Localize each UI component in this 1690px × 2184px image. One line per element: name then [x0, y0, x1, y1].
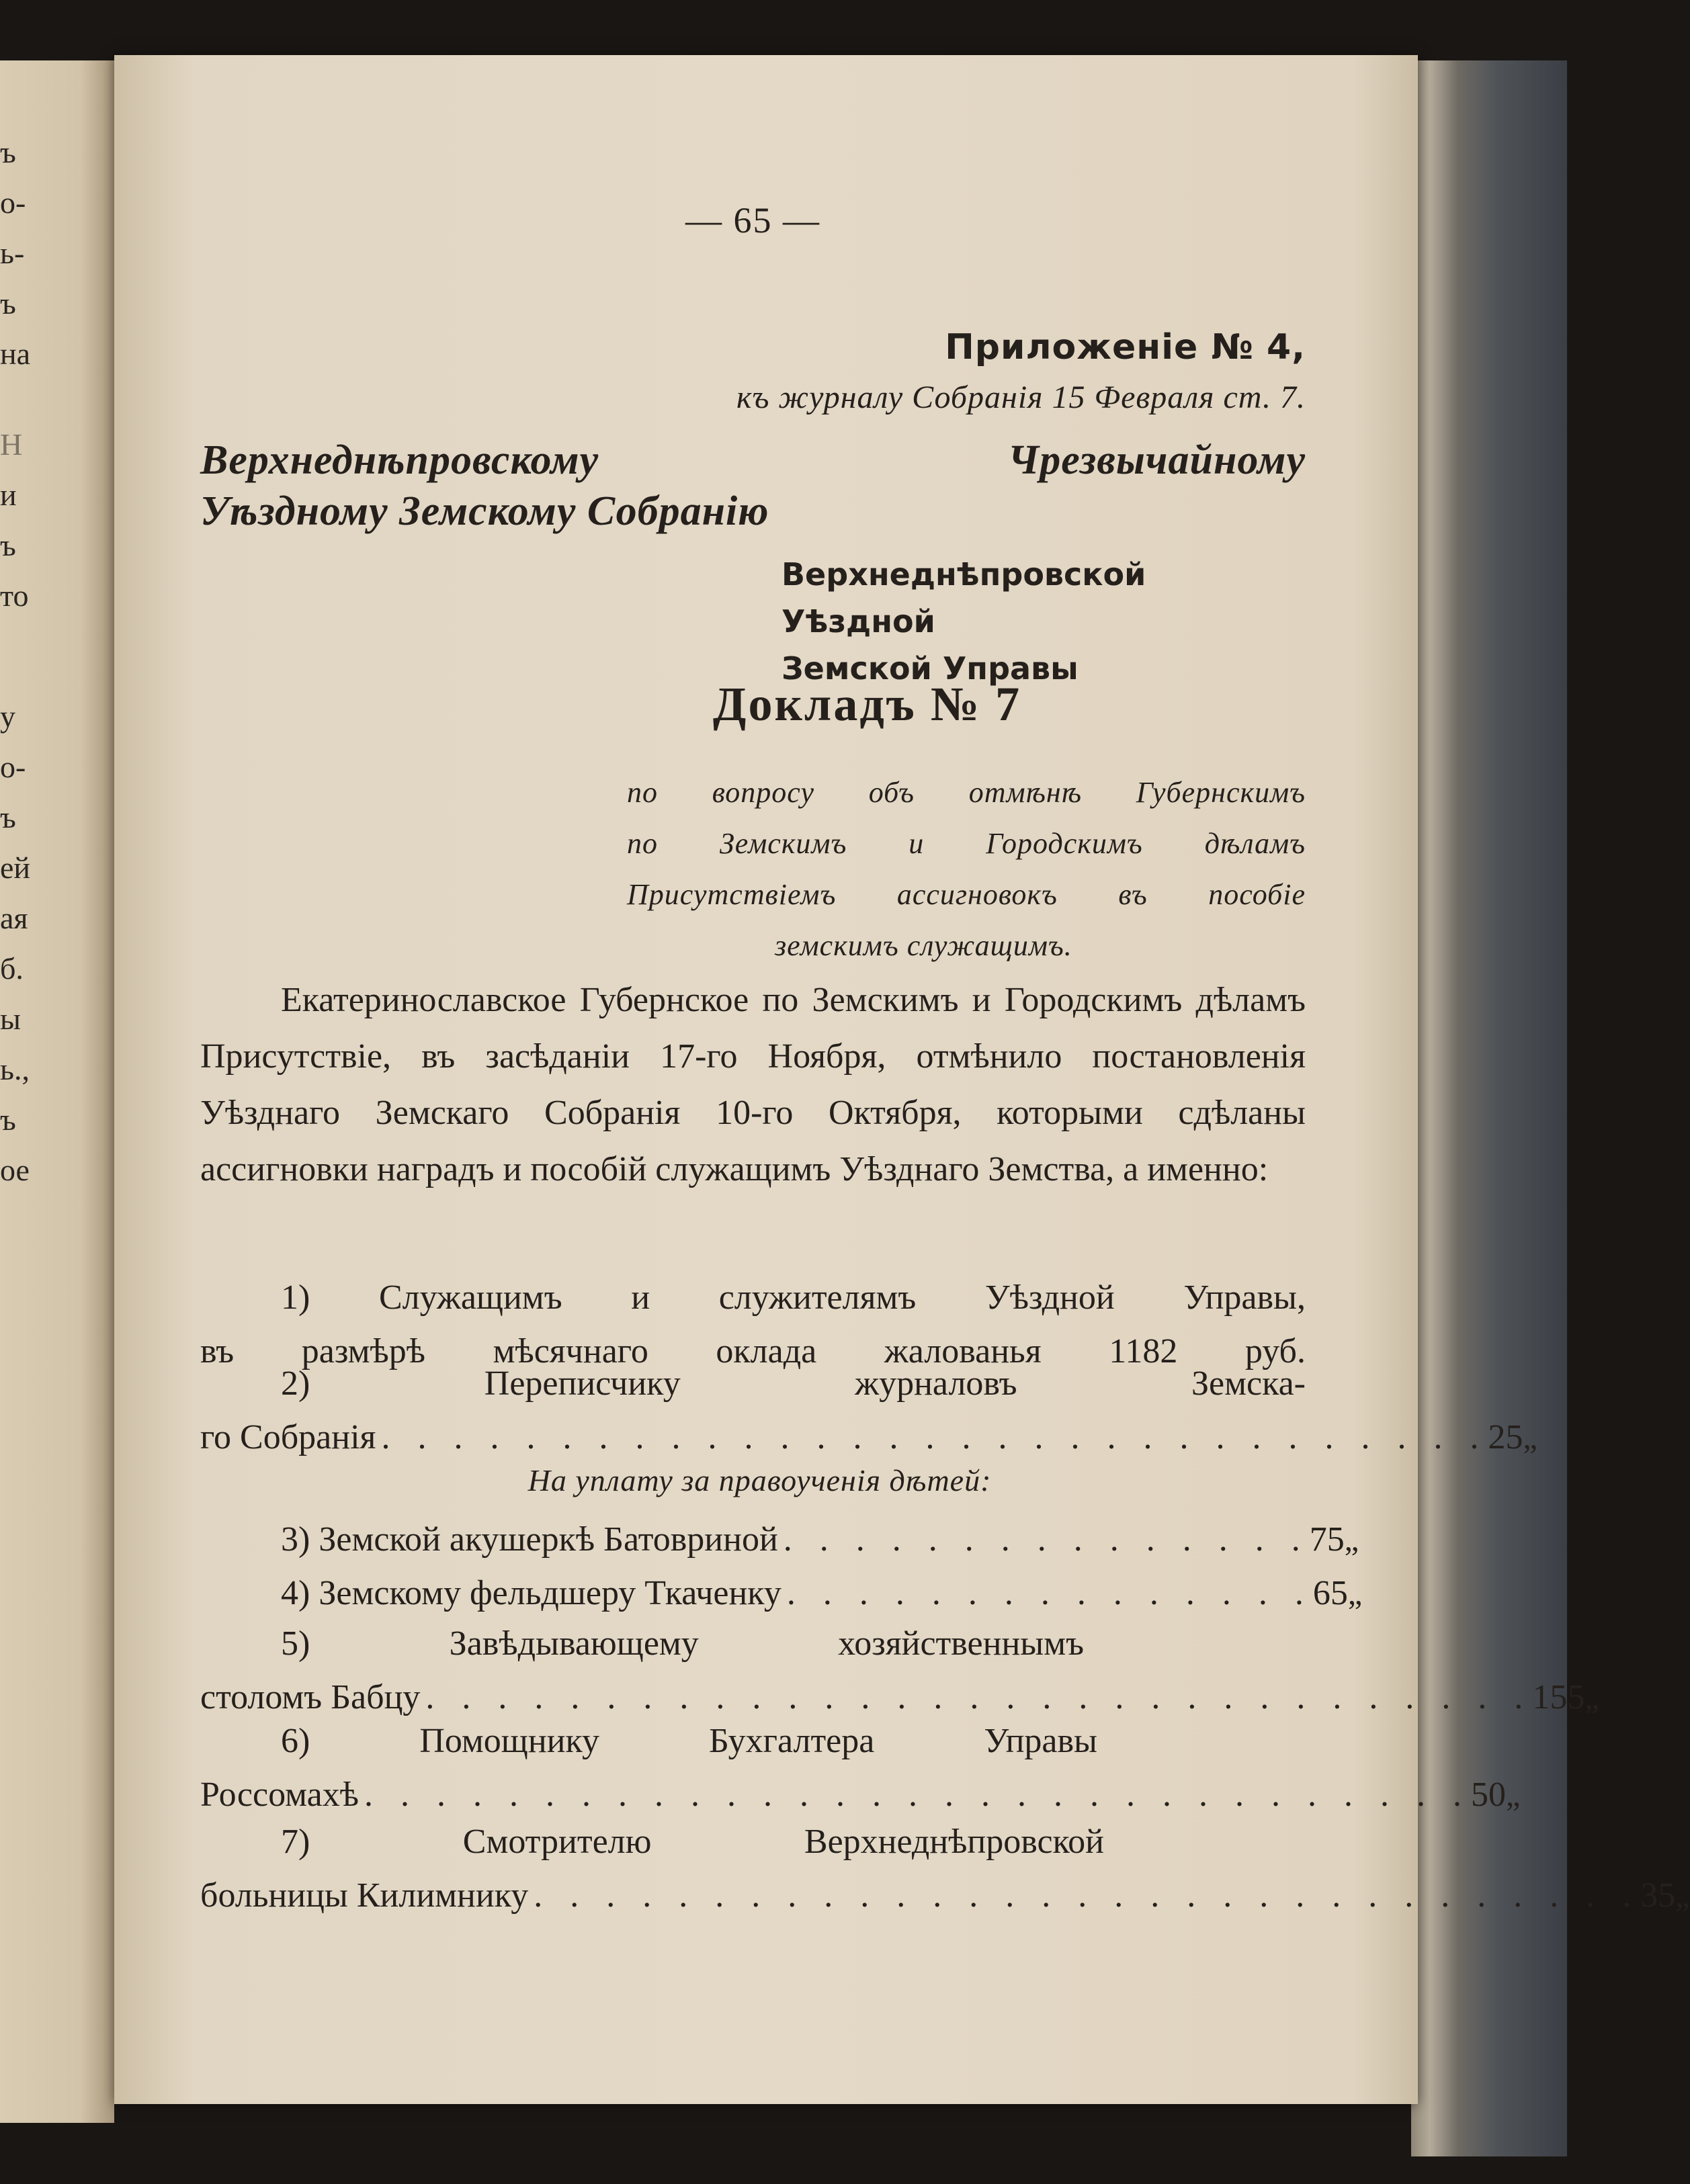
- addressee-line: Верхнеднѣпровскому Чрезвычайному: [200, 437, 1306, 483]
- subheading: На уплату за правоученія дѣтей:: [527, 1463, 992, 1497]
- body-paragraph: Екатеринославское Губернское по Земскимъ и Городскимъ дѣламъ Присутствіе, въ засѣданіи 17-го Ноября, отмѣнило постановленія Уѣзднаго Земскаго Собранія 10-го Октября, которыми сдѣланы ассигновки наградъ и пособій служащимъ Уѣзднаго Земства, а именно:: [200, 981, 1306, 1188]
- topic-line: Присутствіемъ ассигновокъ въ пособіе: [627, 878, 1306, 911]
- list-item: [200, 1815, 1690, 1923]
- margin-fragment: то: [0, 578, 29, 613]
- item-line: 5) Завѣдывающему хозяйственнымъ: [281, 1624, 1084, 1663]
- margin-fragment: ь-: [0, 236, 25, 270]
- item-unit: „: [1585, 1680, 1599, 1716]
- item-line: 6) Помощнику Бухгалтера Управы: [281, 1722, 1097, 1760]
- item-label: Россомахѣ: [200, 1776, 359, 1814]
- item-label: больницы Килимнику: [200, 1876, 529, 1915]
- report-topic: [627, 767, 1306, 971]
- item-unit: „: [1675, 1878, 1690, 1914]
- addressee-line: Уѣздному Земскому Собранію: [200, 488, 769, 534]
- item-line: 2) Переписчику журналовъ Земска-: [281, 1364, 1306, 1403]
- item-label: 3) Земской акушеркѣ Батовриной: [281, 1520, 778, 1559]
- item-line: 7) Смотрителю Верхнеднѣпровской: [281, 1823, 1104, 1861]
- list-item: [200, 1617, 1599, 1725]
- list-item: [200, 1357, 1537, 1465]
- item-label: го Собранія: [200, 1418, 376, 1456]
- margin-fragment: у: [0, 699, 15, 734]
- margin-fragment: ь.,: [0, 1052, 30, 1086]
- margin-fragment: ъ: [0, 800, 16, 834]
- margin-fragment: Н: [0, 427, 23, 462]
- item-label: 4) Земскому фельдшеру Ткаченку: [281, 1574, 781, 1612]
- item-line: въ размѣрѣ мѣсячнаго оклада жалованья 1182 руб.: [200, 1332, 1306, 1370]
- page-number: — 65 —: [685, 200, 820, 241]
- leader-dots: . . . . . . . . . . . . . . . . . . . . . . . . . . . . . . .: [364, 1776, 1471, 1814]
- margin-fragment: ая: [0, 901, 28, 935]
- leader-dots: . . . . . . . . . . . . . . .: [786, 1574, 1313, 1612]
- margin-fragment: ъ: [0, 286, 16, 320]
- leader-dots: . . . . . . . . . . . . . . . . . . . . . . . . . . . . . . .: [534, 1876, 1641, 1915]
- topic-line: по Земскимъ и Городскимъ дѣламъ: [627, 827, 1306, 860]
- topic-line: земскимъ служащимъ.: [775, 929, 1072, 962]
- item-label: столомъ Бабцу: [200, 1678, 421, 1716]
- item-unit: „: [1344, 1522, 1359, 1558]
- report-title: Докладъ № 7: [712, 677, 1022, 731]
- margin-fragment: б.: [0, 951, 24, 986]
- margin-fragment: о-: [0, 750, 26, 784]
- item-unit: „: [1347, 1576, 1363, 1612]
- margin-fragment: ое: [0, 1153, 30, 1187]
- report-sender: [781, 551, 1306, 692]
- addressee: [200, 435, 1306, 537]
- margin-fragment: ъ: [0, 528, 16, 562]
- item-unit: „: [1523, 1420, 1537, 1456]
- sender-line: Земской Управы: [781, 650, 1079, 687]
- item-amount: 25: [1488, 1418, 1523, 1456]
- item-line: 1) Служащимъ и служителямъ Уѣздной Управы,: [281, 1278, 1306, 1317]
- appendix-title: Приложеніе № 4,: [945, 327, 1306, 367]
- page-content: [200, 55, 1690, 2104]
- item-amount: 65: [1312, 1574, 1348, 1612]
- list-item: [200, 1567, 1363, 1621]
- margin-fragment: ъ: [0, 135, 16, 169]
- book-edge: [1411, 60, 1567, 2156]
- margin-fragment: на: [0, 337, 31, 371]
- margin-fragment: ъ: [0, 1102, 16, 1137]
- list-item: [200, 1513, 1359, 1567]
- item-amount: 35: [1640, 1876, 1676, 1915]
- sender-line: Верхнеднѣпровской Уѣздной: [781, 556, 1146, 640]
- margin-fragment: ей: [0, 850, 31, 885]
- margin-fragment: и: [0, 478, 17, 512]
- item-amount: 75: [1309, 1520, 1345, 1559]
- leader-dots: . . . . . . . . . . . . . . . . . . . . . . . . . . . . . . .: [425, 1678, 1533, 1716]
- item-amount: 50: [1470, 1776, 1506, 1814]
- margin-fragment: о-: [0, 185, 26, 220]
- leader-dots: . . . . . . . . . . . . . . . . . . . . . . . . . . . . . . .: [381, 1418, 1488, 1456]
- leader-dots: . . . . . . . . . . . . . . .: [783, 1520, 1310, 1559]
- book-page: [114, 55, 1690, 2104]
- topic-line: по вопросу объ отмѣнѣ Губернскимъ: [627, 776, 1306, 809]
- list-item: [200, 1714, 1521, 1823]
- appendix-subtitle: къ журналу Собранія 15 Февраля ст. 7.: [736, 380, 1306, 415]
- margin-fragment: ы: [0, 1002, 21, 1036]
- left-page-edge: [0, 60, 114, 2123]
- item-amount: 155: [1532, 1678, 1585, 1716]
- item-unit: „: [1505, 1778, 1521, 1813]
